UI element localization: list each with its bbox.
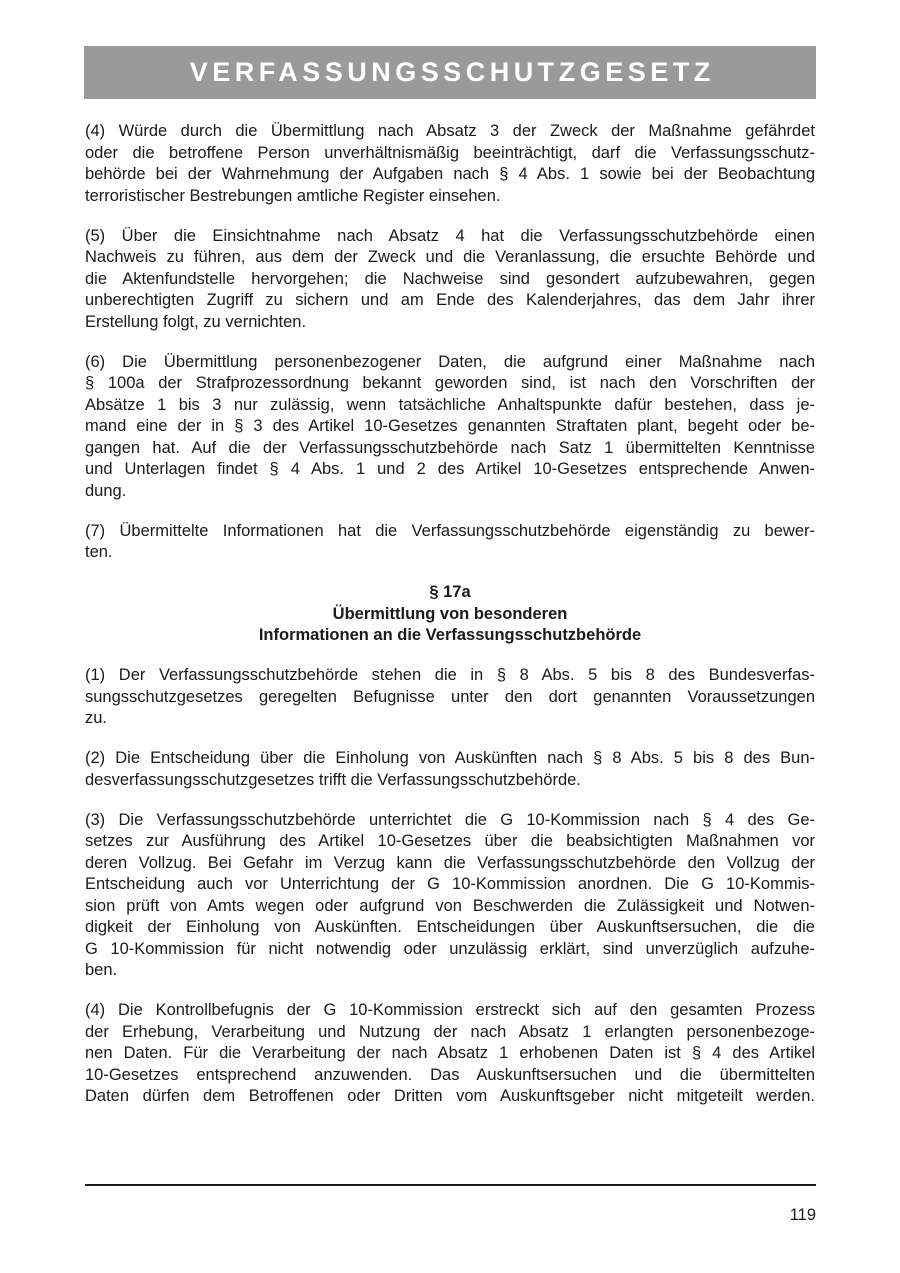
text-line: digkeit der Einholung von Auskünften. Entscheidungen über Auskunftsersuchen, die die bbox=[85, 918, 815, 936]
body-paragraph bbox=[85, 748, 815, 791]
text-line: Nachweis zu führen, aus dem der Zweck und die Veranlassung, die ersuchte Behörde und bbox=[85, 248, 815, 266]
document-title-banner bbox=[84, 46, 816, 99]
text-line: Erstellung folgt, zu vernichten. bbox=[85, 312, 307, 331]
heading-line: § 17a bbox=[429, 583, 471, 601]
text-line: setzes zur Ausführung des Artikel 10-Gesetzes über die beabsichtigten Maßnahmen vor bbox=[85, 832, 815, 850]
text-line: (4) Würde durch die Übermittlung nach Absatz 3 der Zweck der Maßnahme gefährdet bbox=[85, 122, 815, 140]
text-line: § 100a der Strafprozessordnung bekannt geworden sind, ist nach den Vorschriften der bbox=[85, 374, 815, 392]
text-line: mand eine der in § 3 des Artikel 10-Gesetzes genannten Straftaten plant, begeht oder be- bbox=[85, 417, 815, 435]
text-line: Absätze 1 bis 3 nur zulässig, wenn tatsächliche Anhaltspunkte dafür bestehen, dass je- bbox=[85, 395, 815, 414]
text-line: unberechtigten Zugriff zu sichern und am Ende des Kalenderjahres, das dem Jahr ihrer bbox=[85, 291, 815, 309]
body-paragraph bbox=[85, 226, 815, 334]
text-line: deren Vollzug. Bei Gefahr im Verzug kann die Verfassungsschutzbehörde den Vollzug der bbox=[85, 853, 815, 872]
text-line: (1) Der Verfassungsschutzbehörde stehen die in § 8 Abs. 5 bis 8 des Bundesverfas- bbox=[85, 666, 815, 684]
body-paragraph bbox=[85, 352, 815, 503]
text-line: sion prüft von Amts wegen oder aufgrund von Beschwerden die Zulässigkeit und Notwen- bbox=[85, 896, 815, 915]
text-line: (7) Übermittelte Informationen hat die Verfassungsschutzbehörde eigenständig zu bewer- bbox=[85, 521, 815, 540]
text-line: 10-Gesetzes entsprechend anzuwenden. Das Auskunftsersuchen und die übermittelten bbox=[85, 1065, 815, 1084]
text-line: dung. bbox=[85, 481, 127, 500]
text-line: G 10-Kommission für nicht notwendig oder unzulässig erklärt, sind unverzüglich aufzuhe- bbox=[85, 939, 815, 958]
text-line: zu. bbox=[85, 709, 108, 727]
heading-line: Übermittlung von besonderen bbox=[332, 604, 568, 623]
document-body bbox=[85, 121, 815, 1126]
text-line: ben. bbox=[85, 961, 118, 979]
text-line: (3) Die Verfassungsschutzbehörde unterrichtet die G 10-Kommission nach § 4 des Ge- bbox=[85, 810, 815, 829]
text-line: die Aktenfundstelle hervorgehen; die Nachweise sind gesondert aufzubewahren, gegen bbox=[85, 269, 815, 288]
text-line: oder die betroffene Person unverhältnismäßig beeinträchtigt, darf die Verfassungsschutz- bbox=[85, 143, 815, 162]
heading-line: Informationen an die Verfassungsschutzbehörde bbox=[258, 626, 642, 644]
text-line: Entscheidung auch vor Unterrichtung der G 10-Kommission anordnen. Die G 10-Kommis- bbox=[85, 875, 815, 893]
text-line: nen Daten. Für die Verarbeitung der nach Absatz 1 erhobenen Daten ist § 4 des Artikel bbox=[85, 1044, 815, 1062]
text-line: (6) Die Übermittlung personenbezogener Daten, die aufgrund einer Maßnahme nach bbox=[85, 352, 815, 371]
text-line: gangen hat. Auf die der Verfassungsschutzbehörde nach Satz 1 übermittelten Kenntnisse bbox=[85, 438, 815, 457]
body-paragraph bbox=[85, 121, 815, 207]
text-line: der Erhebung, Verarbeitung und Nutzung der nach Absatz 1 erlangten personenbezoge- bbox=[85, 1022, 815, 1041]
body-paragraph bbox=[85, 1000, 815, 1108]
footer-divider bbox=[85, 1184, 816, 1186]
text-line: terroristischer Bestrebungen amtliche Register einsehen. bbox=[85, 186, 501, 205]
text-line: Daten dürfen dem Betroffenen oder Dritten vom Auskunftsgeber nicht mitgeteilt werden. bbox=[85, 1087, 815, 1105]
text-line: (2) Die Entscheidung über die Einholung von Auskünften nach § 8 Abs. 5 bis 8 des Bun- bbox=[85, 749, 815, 767]
text-line: (5) Über die Einsichtnahme nach Absatz 4 hat die Verfassungsschutzbehörde einen bbox=[85, 226, 815, 245]
body-paragraph bbox=[85, 665, 815, 730]
section-heading bbox=[85, 582, 815, 647]
body-paragraph bbox=[85, 521, 815, 564]
page-number: 119 bbox=[789, 1206, 816, 1224]
text-line: und Unterlagen findet § 4 Abs. 1 und 2 des Artikel 10-Gesetzes entsprechende Anwen- bbox=[85, 460, 815, 478]
text-line: ten. bbox=[85, 543, 113, 561]
text-line: behörde bei der Wahrnehmung der Aufgaben nach § 4 Abs. 1 sowie bei der Beobachtung bbox=[85, 165, 815, 183]
text-line: sungsschutzgesetzes geregelten Befugnisse unter den dort genannten Voraussetzungen bbox=[85, 687, 815, 706]
text-line: (4) Die Kontrollbefugnis der G 10-Kommission erstreckt sich auf den gesamten Prozess bbox=[85, 1001, 815, 1019]
text-line: desverfassungsschutzgesetzes trifft die Verfassungsschutzbehörde. bbox=[85, 770, 581, 789]
body-paragraph bbox=[85, 810, 815, 982]
document-title: VERFASSUNGSSCHUTZGESETZ bbox=[189, 57, 715, 87]
